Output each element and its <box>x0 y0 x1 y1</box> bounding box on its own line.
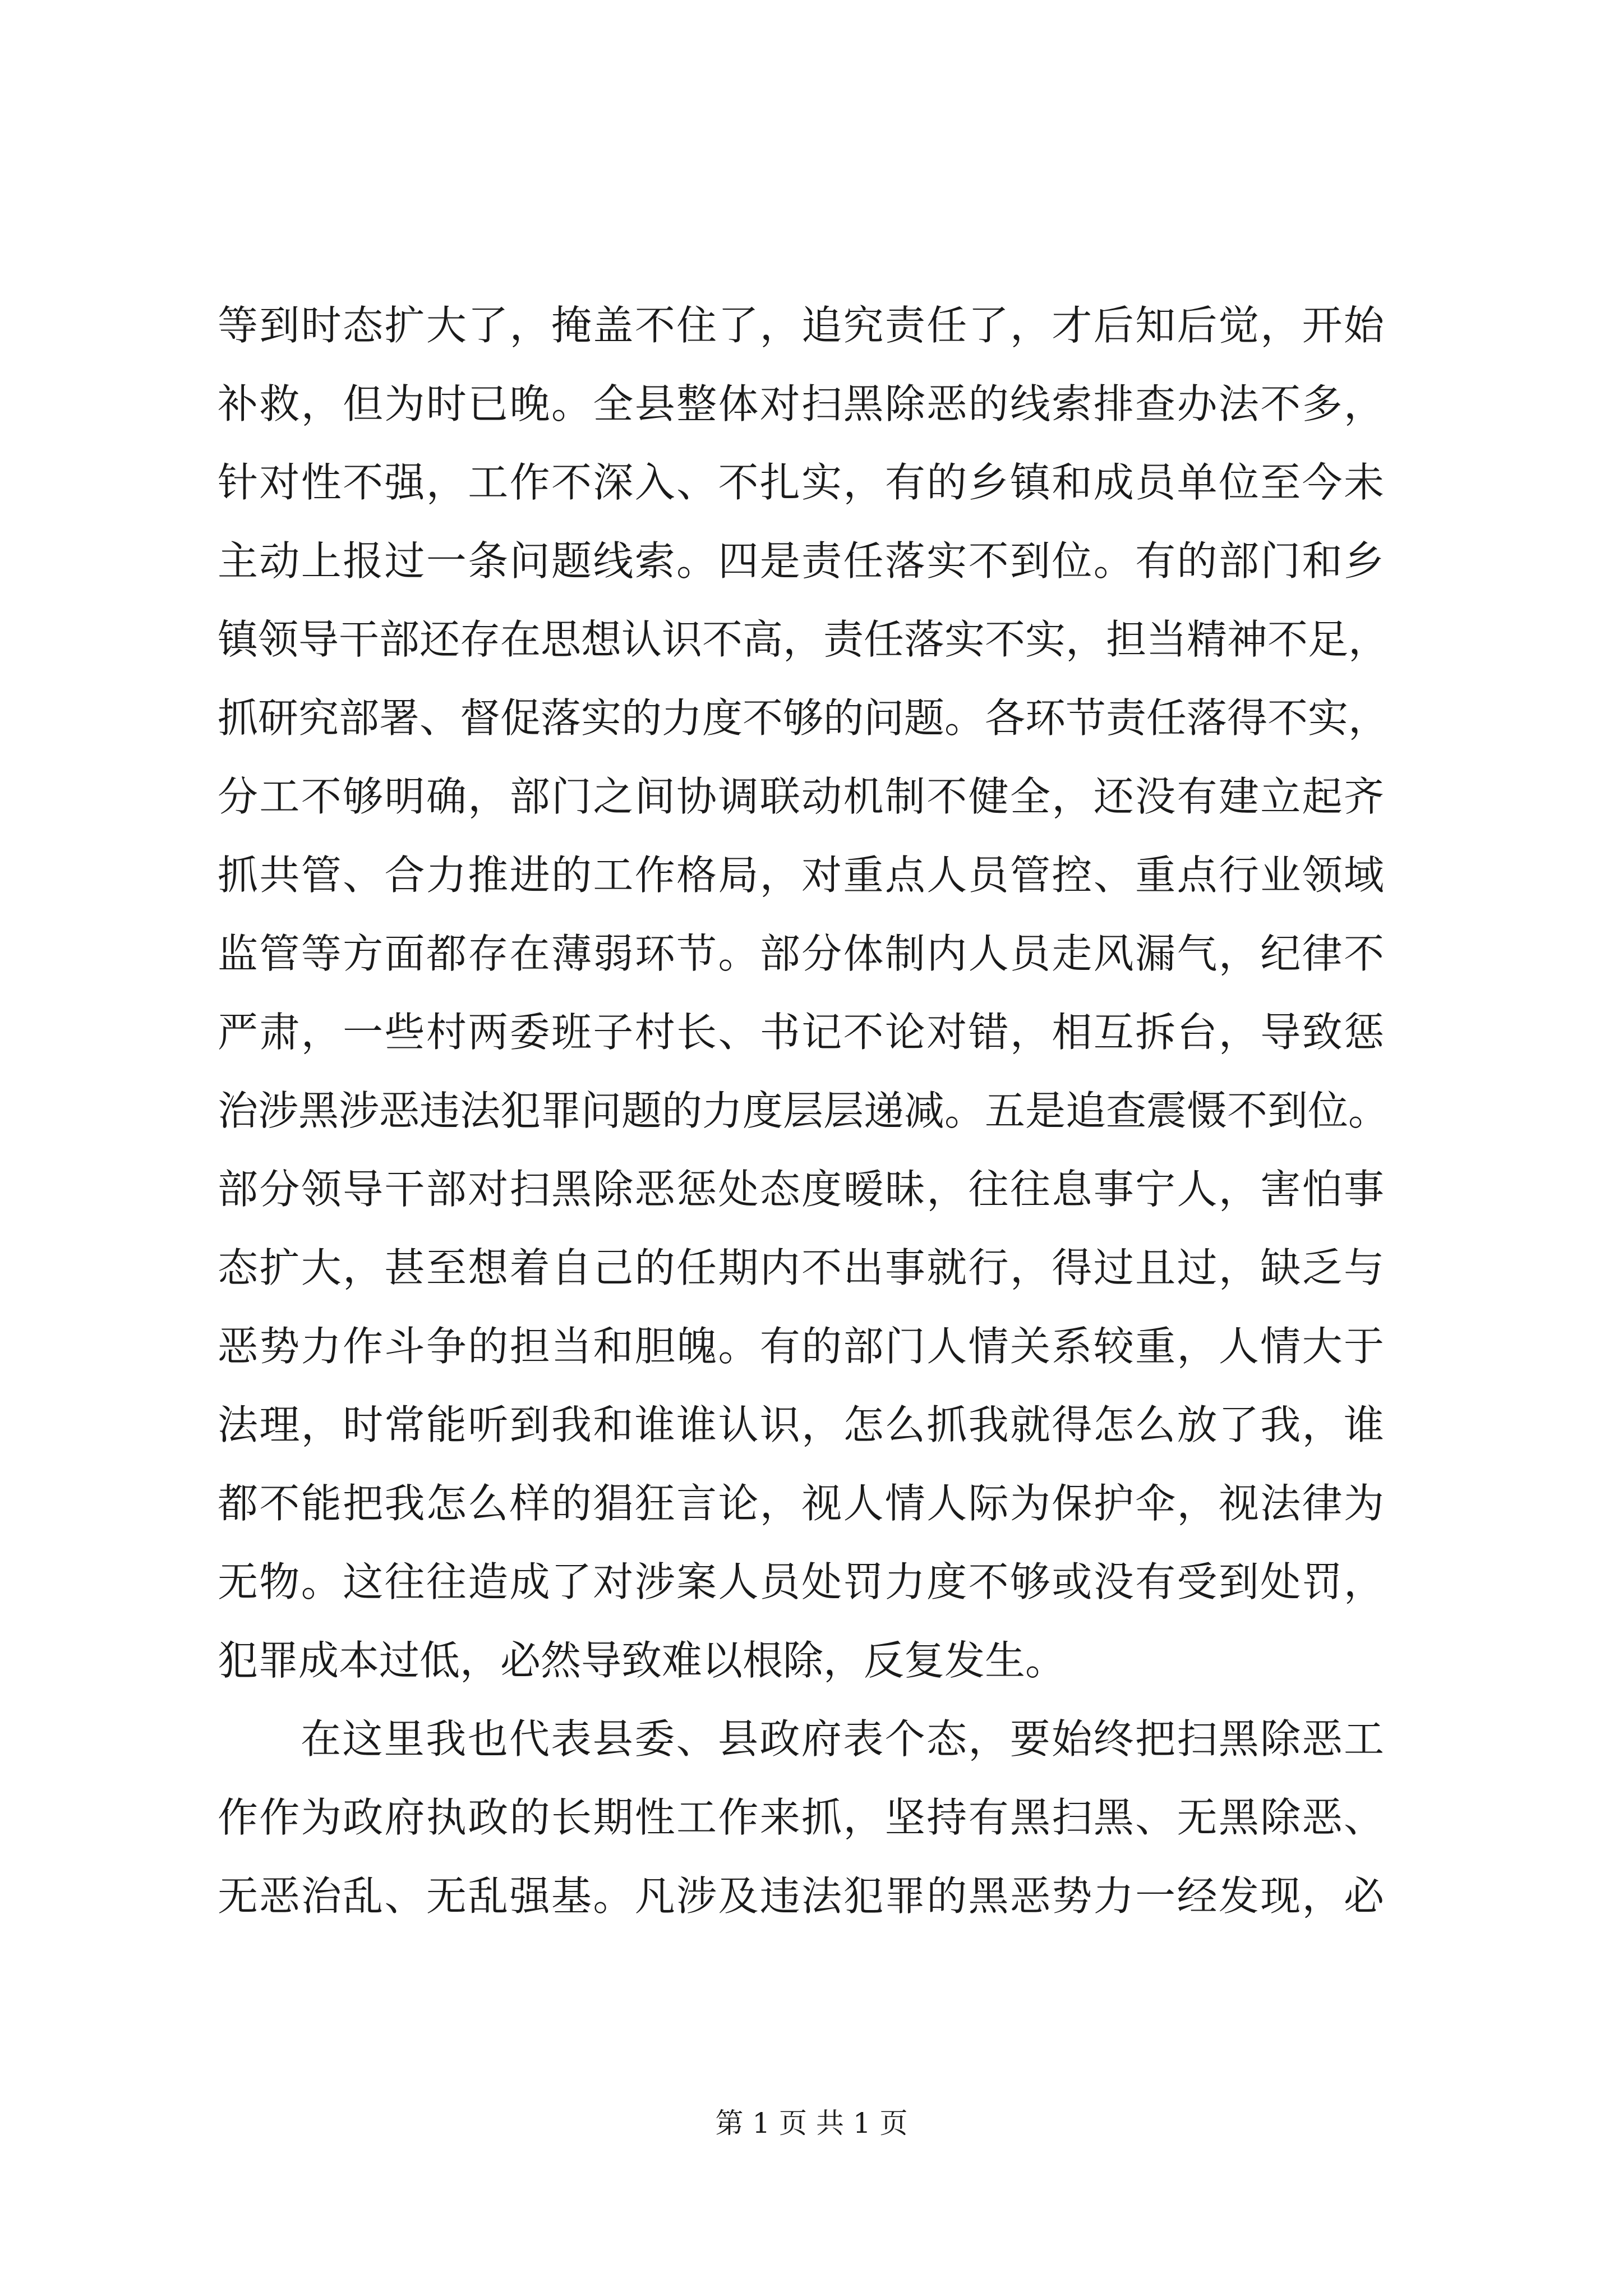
text-line: 等到时态扩大了，掩盖不住了，追究责任了，才后知后觉，开始 <box>218 302 1384 349</box>
text-line: 作作为政府执政的长期性工作来抓，坚持有黑扫黑、无黑除恶、 <box>218 1794 1384 1841</box>
text-line: 法理，时常能听到我和谁谁认识，怎么抓我就得怎么放了我，谁 <box>218 1401 1384 1448</box>
text-line: 监管等方面都存在薄弱环节。部分体制内人员走风漏气，纪律不 <box>218 930 1384 977</box>
text-line: 无恶治乱、无乱强基。凡涉及违法犯罪的黑恶势力一经发现，必 <box>218 1872 1384 1920</box>
text-line: 主动上报过一条问题线索。四是责任落实不到位。有的部门和乡 <box>218 537 1384 585</box>
text-line: 严肃，一些村两委班子村长、书记不论对错，相互拆台，导致惩 <box>218 1009 1384 1056</box>
text-line: 在这里我也代表县委、县政府表个态，要始终把扫黑除恶工 <box>301 1715 1384 1763</box>
page-number-label: 第 1 页 共 1 页 <box>715 2107 908 2139</box>
text-line: 恶势力作斗争的担当和胆魄。有的部门人情关系较重，人情大于 <box>218 1323 1384 1370</box>
text-line: 镇领导干部还存在思想认识不高，责任落实不实，担当精神不足， <box>218 616 1389 663</box>
text-line: 补救，但为时已晚。全县整体对扫黑除恶的线索排查办法不多， <box>218 380 1384 427</box>
text-line: 分工不够明确，部门之间协调联动机制不健全，还没有建立起齐 <box>218 773 1384 820</box>
text-line: 部分领导干部对扫黑除恶惩处态度暧昧，往往息事宁人，害怕事 <box>218 1166 1384 1213</box>
text-line: 都不能把我怎么样的猖狂言论，视人情人际为保护伞，视法律为 <box>218 1480 1384 1527</box>
text-line: 治涉黑涉恶违法犯罪问题的力度层层递减。五是追查震慑不到位。 <box>218 1087 1389 1134</box>
page-footer <box>0 2106 1623 2140</box>
paragraph-1 <box>218 286 1389 1700</box>
text-line: 态扩大，甚至想着自己的任期内不出事就行，得过且过，缺乏与 <box>218 1244 1384 1291</box>
document-body <box>218 286 1389 1935</box>
text-line: 抓研究部署、督促落实的力度不够的问题。各环节责任落得不实， <box>218 694 1389 742</box>
paragraph-2 <box>218 1700 1384 1935</box>
text-line: 无物。这往往造成了对涉案人员处罚力度不够或没有受到处罚， <box>218 1558 1384 1605</box>
text-line: 抓共管、合力推进的工作格局，对重点人员管控、重点行业领域 <box>218 852 1384 899</box>
text-line: 犯罪成本过低，必然导致难以根除，反复发生。 <box>218 1637 1066 1684</box>
text-line: 针对性不强，工作不深入、不扎实，有的乡镇和成员单位至今未 <box>218 459 1384 506</box>
